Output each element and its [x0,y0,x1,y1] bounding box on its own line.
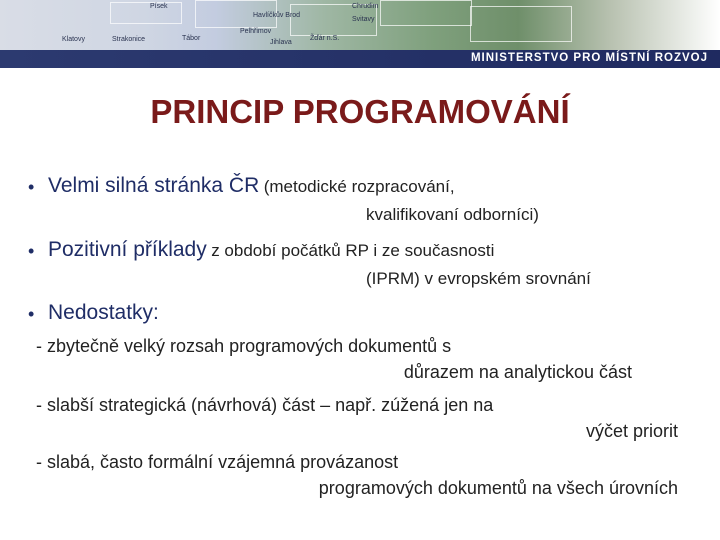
bullet-2-line-2: (IPRM) v evropském srovnání [366,269,591,288]
bullet-marker: • [28,241,35,261]
town-label: Svitavy [352,16,375,23]
map-region [380,0,472,26]
bullet-2-line-1 [48,238,494,262]
bullet-1-line-1 [48,174,455,198]
town-label: Havlíčkův Brod [253,12,301,19]
slide-title: PRINCIP PROGRAMOVÁNÍ [150,93,570,130]
bullet-marker: • [28,304,35,324]
town-label: Žďár n.S. [310,35,340,42]
bullet-1-lead: Velmi silná stránka ČR [48,174,260,197]
town-label: Chrudim [352,3,379,10]
bullet-marker: • [28,177,35,197]
town-label: Písek [150,3,168,10]
map-image [0,0,720,50]
bullet-1-line-2: kvalifikovaní odborníci) [366,205,539,224]
town-label: Tábor [182,35,201,42]
bullet-2-text: z období počátků RP i ze současnosti [211,241,495,260]
map-region [110,2,182,24]
bullet-1-text: (metodické rozpracování, [263,177,455,196]
shortcoming-2-line-1: - slabší strategická (návrhová) část – např. zúžená jen na [36,395,494,415]
town-label: Strakonice [112,36,146,43]
header-banner [0,0,720,68]
bullet-3-lead: Nedostatky: [48,301,159,324]
shortcoming-3-line-2: programových dokumentů na všech úrovních [318,478,678,498]
shortcoming-1-line-2: důrazem na analytickou část [403,362,632,382]
town-label: Klatovy [62,36,85,43]
shortcoming-1-line-1: - zbytečně velký rozsah programových dokumentů s [36,336,452,356]
map-region [470,6,572,42]
shortcoming-3-line-1: - slabá, často formální vzájemná provázanost [36,452,399,472]
town-label: Pelhřimov [240,28,272,35]
town-label: Jihlava [270,39,292,46]
ministry-title: MINISTERSTVO PRO MÍSTNÍ ROZVOJ [470,52,708,64]
bullet-2-lead: Pozitivní příklady [48,238,207,261]
shortcoming-2-line-2: výčet priorit [585,421,678,441]
